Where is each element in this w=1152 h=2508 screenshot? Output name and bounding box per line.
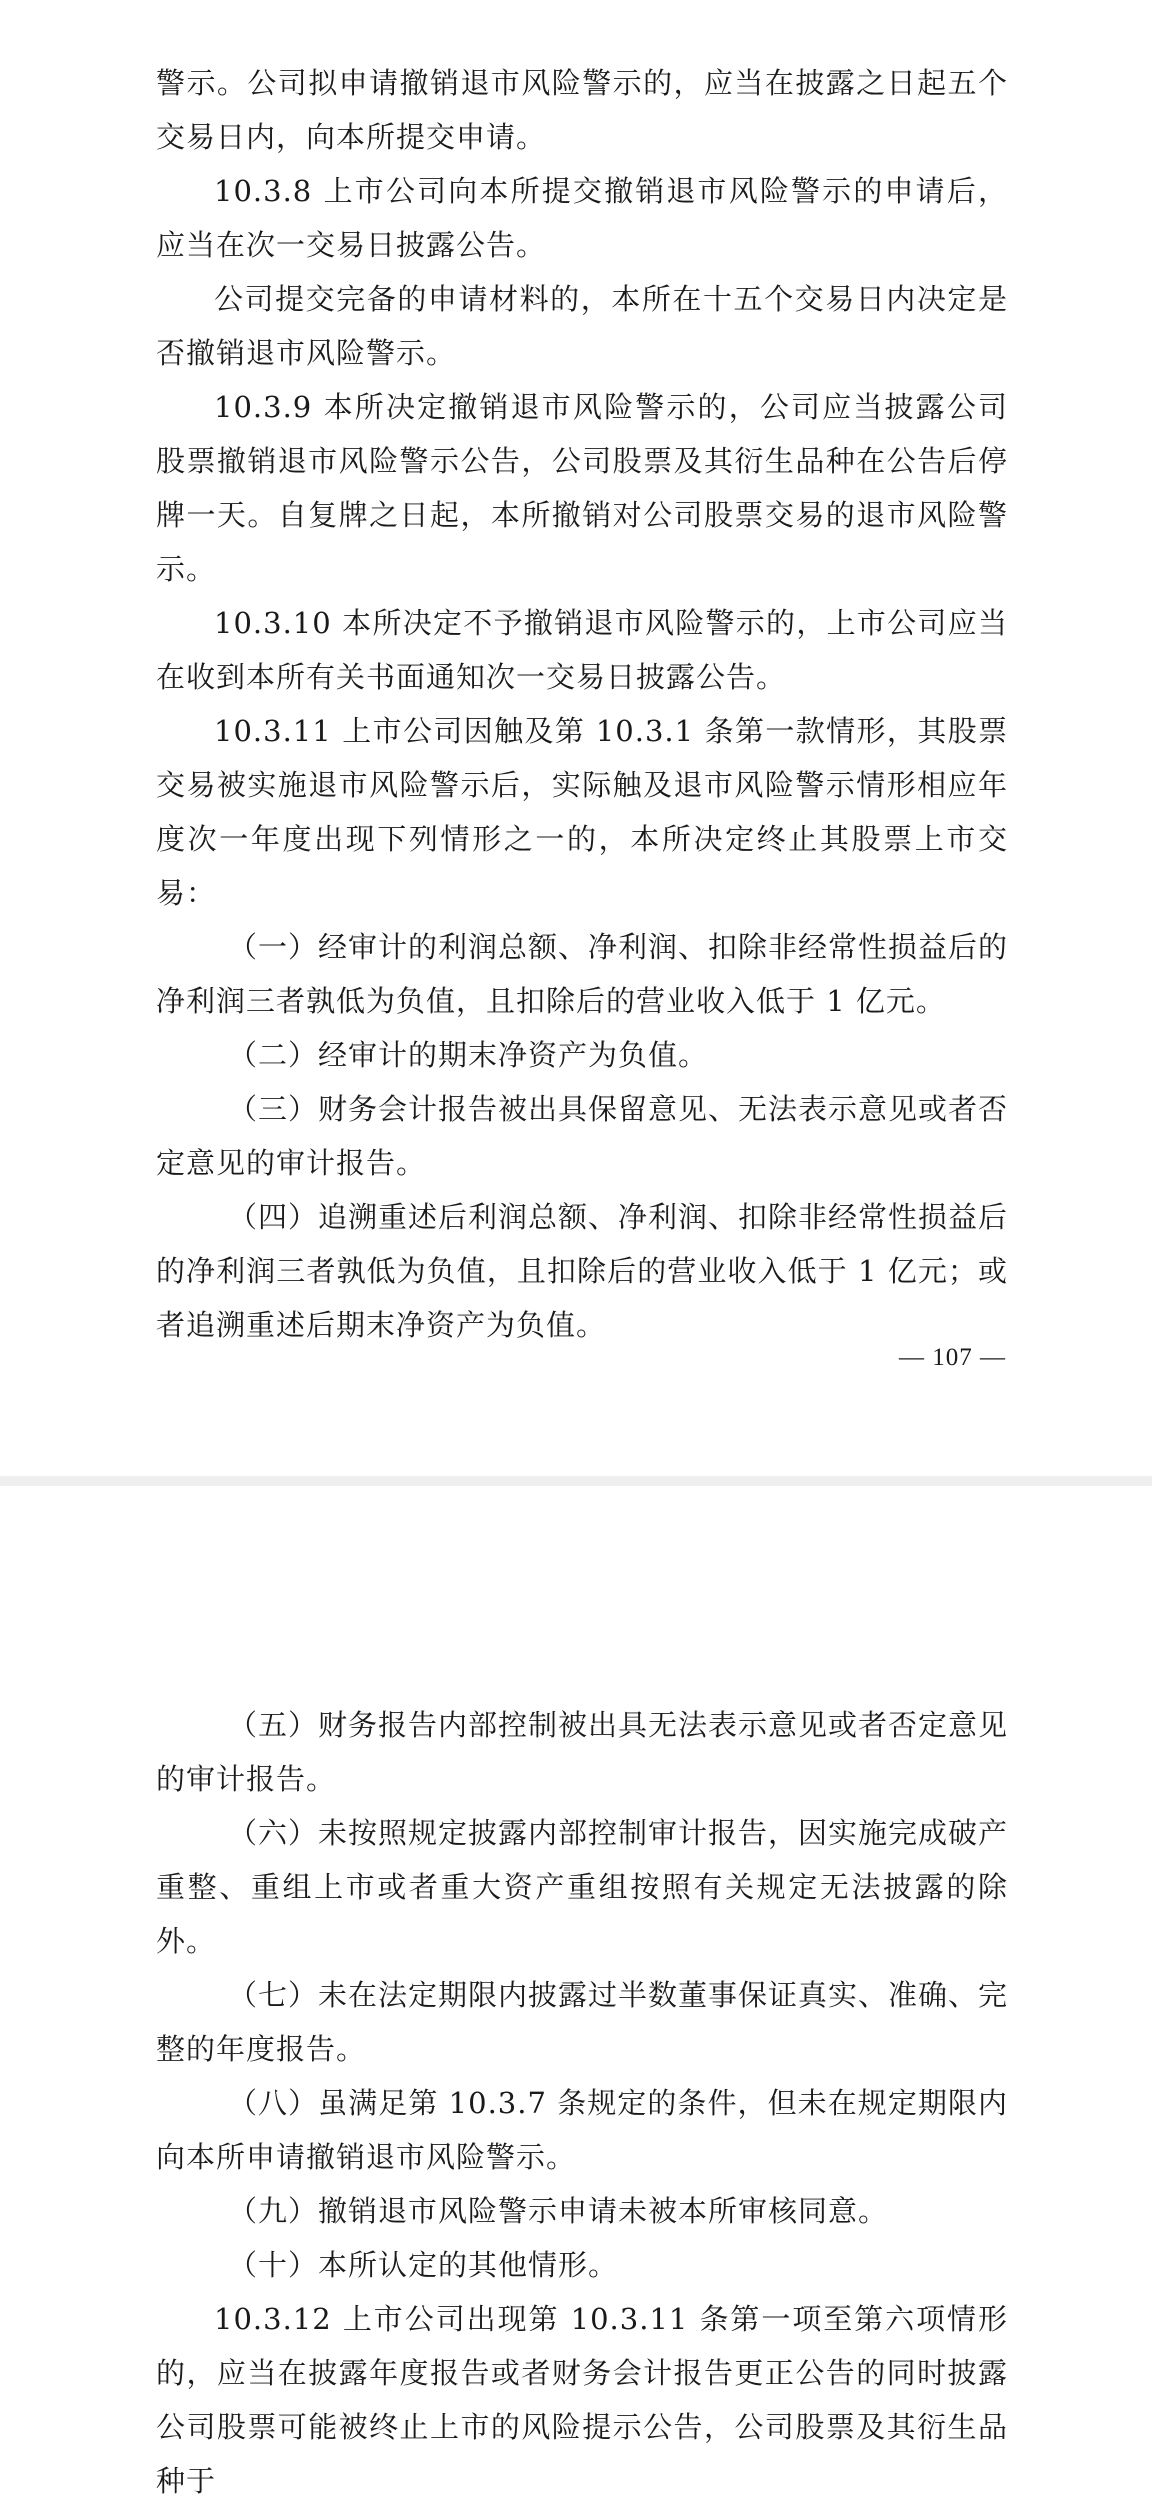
paragraph-article-10-3-8: 10.3.8 上市公司向本所提交撤销退市风险警示的申请后，应当在次一交易日披露公告。 bbox=[156, 174, 1008, 262]
list-item: （七）未在法定期限内披露过半数董事保证真实、准确、完整的年度报告。 bbox=[156, 1978, 1009, 2066]
paragraph: 警示。公司拟申请撤销退市风险警示的，应当在披露之日起五个交易日内，向本所提交申请。 bbox=[156, 66, 1008, 154]
paragraph-article-10-3-10: 10.3.10 本所决定不予撤销退市风险警示的，上市公司应当在收到本所有关书面通知次一交易日披露公告。 bbox=[156, 606, 1008, 694]
page-separator bbox=[0, 1476, 1152, 1486]
list-item: （八）虽满足第 10.3.7 条规定的条件，但未在规定期限内向本所申请撤销退市风险警示。 bbox=[156, 2086, 1008, 2174]
paragraph-article-10-3-9: 10.3.9 本所决定撤销退市风险警示的，公司应当披露公司股票撤销退市风险警示公告，公司股票及其衍生品种在公告后停牌一天。自复牌之日起，本所撤销对公司股票交易的退市风险警示。 bbox=[156, 390, 1008, 586]
list-item: （三）财务会计报告被出具保留意见、无法表示意见或者否定意见的审计报告。 bbox=[156, 1092, 1009, 1180]
document-page-2 bbox=[0, 1486, 1152, 2498]
page-1-body bbox=[156, 56, 1008, 1352]
page-number: — 107 — bbox=[899, 1344, 1006, 1371]
page-2-body bbox=[156, 1698, 1008, 2508]
list-item: （一）经审计的利润总额、净利润、扣除非经常性损益后的净利润三者孰低为负值，且扣除后的营业收入低于 1 亿元。 bbox=[156, 930, 1009, 1018]
paragraph-article-10-3-11: 10.3.11 上市公司因触及第 10.3.1 条第一款情形，其股票交易被实施退市风险警示后，实际触及退市风险警示情形相应年度次一年度出现下列情形之一的，本所决定终止其股票上市交易： bbox=[156, 714, 1008, 910]
paragraph-article-10-3-12: 10.3.12 上市公司出现第 10.3.11 条第一项至第六项情形的，应当在披露年度报告或者财务会计报告更正公告的同时披露公司股票可能被终止上市的风险提示公告，公司股票及其衍生品种于 bbox=[156, 2302, 1008, 2498]
list-item: （四）追溯重述后利润总额、净利润、扣除非经常性损益后的净利润三者孰低为负值，且扣除后的营业收入低于 1 亿元；或者追溯重述后期末净资产为负值。 bbox=[156, 1200, 1009, 1342]
list-item: （十）本所认定的其他情形。 bbox=[228, 2248, 619, 2282]
list-item: （六）未按照规定披露内部控制审计报告，因实施完成破产重整、重组上市或者重大资产重组按照有关规定无法披露的除外。 bbox=[156, 1816, 1009, 1958]
paragraph: 公司提交完备的申请材料的，本所在十五个交易日内决定是否撤销退市风险警示。 bbox=[156, 282, 1008, 370]
list-item: （九）撤销退市风险警示申请未被本所审核同意。 bbox=[228, 2194, 889, 2228]
list-item: （二）经审计的期末净资产为负值。 bbox=[228, 1038, 709, 1072]
list-item: （五）财务报告内部控制被出具无法表示意见或者否定意见的审计报告。 bbox=[156, 1708, 1009, 1796]
